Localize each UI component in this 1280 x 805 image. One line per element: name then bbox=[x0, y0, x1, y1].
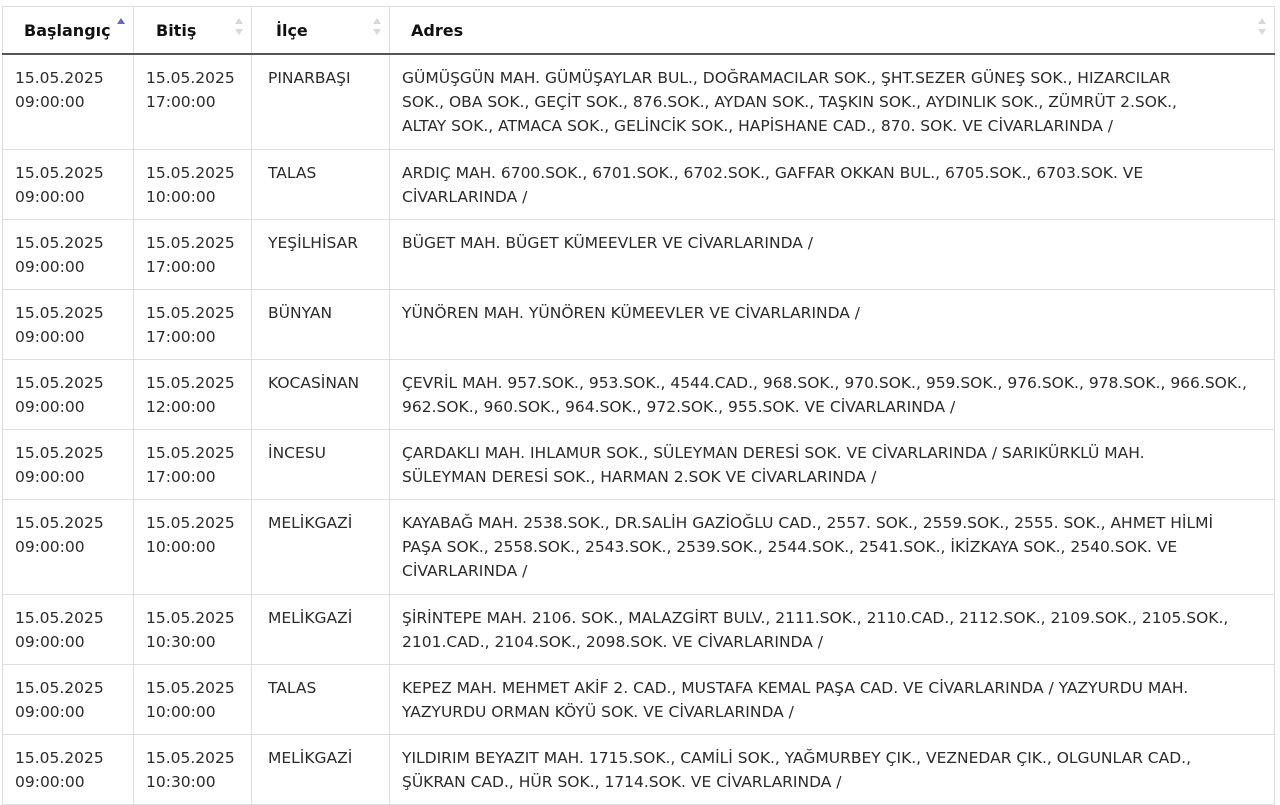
table-row bbox=[3, 54, 1275, 149]
end-cell bbox=[134, 359, 252, 429]
end-date: 15.05.2025 bbox=[146, 748, 235, 767]
address-cell bbox=[390, 734, 1275, 804]
start-cell bbox=[3, 289, 134, 359]
end-date: 15.05.2025 bbox=[146, 513, 235, 532]
table-row bbox=[3, 429, 1275, 499]
address-line: SOK., OBA SOK., GEÇİT SOK., 876.SOK., AYDAN SOK., TAŞKIN SOK., AYDINLIK SOK., ZÜMRÜT 2.SOK., bbox=[402, 93, 1177, 111]
district-name: MELİKGAZİ bbox=[268, 513, 353, 532]
start-date: 15.05.2025 bbox=[15, 163, 104, 182]
start-time: 09:00:00 bbox=[15, 702, 85, 721]
start-date: 15.05.2025 bbox=[15, 443, 104, 462]
start-time: 09:00:00 bbox=[15, 772, 85, 791]
address-cell bbox=[390, 149, 1275, 219]
district-cell bbox=[252, 359, 390, 429]
address-line: 2101.CAD., 2104.SOK., 2098.SOK. VE CİVARLARINDA / bbox=[402, 632, 823, 651]
table-row bbox=[3, 289, 1275, 359]
district-name: YEŞİLHİSAR bbox=[268, 233, 359, 252]
start-cell bbox=[3, 359, 134, 429]
district-name: MELİKGAZİ bbox=[268, 608, 353, 627]
address-line: YÜNÖREN MAH. YÜNÖREN KÜMEEVLER VE CİVARLARINDA / bbox=[402, 303, 861, 322]
district-cell bbox=[252, 149, 390, 219]
district-name: PINARBAŞI bbox=[268, 69, 351, 87]
address-line: PAŞA SOK., 2558.SOK., 2543.SOK., 2539.SOK., 2544.SOK., 2541.SOK., İKİZKAYA SOK., 2540.SOK. VE bbox=[402, 537, 1178, 556]
start-cell bbox=[3, 54, 134, 149]
district-name: KOCASİNAN bbox=[268, 373, 360, 392]
table-body bbox=[3, 54, 1275, 804]
end-cell bbox=[134, 149, 252, 219]
end-date: 15.05.2025 bbox=[146, 608, 235, 627]
start-cell bbox=[3, 219, 134, 289]
start-time: 09:00:00 bbox=[15, 467, 85, 486]
district-name: TALAS bbox=[268, 678, 317, 697]
outage-table-container bbox=[2, 6, 1274, 805]
outage-table bbox=[2, 6, 1275, 805]
address-line: ŞÜKRAN CAD., HÜR SOK., 1714.SOK. VE CİVARLARINDA / bbox=[402, 772, 842, 791]
address-cell bbox=[390, 54, 1275, 149]
end-date: 15.05.2025 bbox=[146, 163, 235, 182]
address-cell bbox=[390, 219, 1275, 289]
district-cell bbox=[252, 429, 390, 499]
end-cell bbox=[134, 734, 252, 804]
start-date: 15.05.2025 bbox=[15, 678, 104, 697]
start-date: 15.05.2025 bbox=[15, 69, 104, 87]
end-date: 15.05.2025 bbox=[146, 443, 235, 462]
start-cell bbox=[3, 734, 134, 804]
address-line: SÜLEYMAN DERESİ SOK., HARMAN 2.SOK VE CİVARLARINDA / bbox=[402, 467, 877, 486]
start-date: 15.05.2025 bbox=[15, 608, 104, 627]
end-cell bbox=[134, 54, 252, 149]
start-time: 09:00:00 bbox=[15, 93, 85, 111]
start-time: 09:00:00 bbox=[15, 257, 85, 276]
column-header-address[interactable] bbox=[390, 7, 1275, 55]
sort-unsorted-icon[interactable] bbox=[373, 18, 383, 40]
start-date: 15.05.2025 bbox=[15, 303, 104, 322]
column-header-address-label: Adres bbox=[411, 20, 464, 40]
address-line: BÜGET MAH. BÜGET KÜMEEVLER VE CİVARLARINDA / bbox=[402, 233, 813, 252]
sort-unsorted-icon[interactable] bbox=[1258, 18, 1268, 40]
district-cell bbox=[252, 594, 390, 664]
start-date: 15.05.2025 bbox=[15, 748, 104, 767]
sort-ascending-icon[interactable] bbox=[117, 18, 127, 40]
end-cell bbox=[134, 219, 252, 289]
address-line: YAZYURDU ORMAN KÖYÜ SOK. VE CİVARLARINDA / bbox=[402, 702, 794, 721]
end-cell bbox=[134, 429, 252, 499]
end-date: 15.05.2025 bbox=[146, 303, 235, 322]
address-cell bbox=[390, 289, 1275, 359]
address-line: GÜMÜŞGÜN MAH. GÜMÜŞAYLAR BUL., DOĞRAMACILAR SOK., ŞHT.SEZER GÜNEŞ SOK., HIZARCILAR bbox=[402, 69, 1171, 87]
start-date: 15.05.2025 bbox=[15, 233, 104, 252]
address-line: KEPEZ MAH. MEHMET AKİF 2. CAD., MUSTAFA KEMAL PAŞA CAD. VE CİVARLARINDA / YAZYURDU MAH. bbox=[402, 678, 1189, 697]
table-row bbox=[3, 664, 1275, 734]
start-cell bbox=[3, 429, 134, 499]
start-time: 09:00:00 bbox=[15, 632, 85, 651]
table-row bbox=[3, 499, 1275, 594]
end-time: 17:00:00 bbox=[146, 257, 216, 276]
district-name: İNCESU bbox=[268, 443, 326, 462]
end-time: 17:00:00 bbox=[146, 327, 216, 346]
end-time: 10:00:00 bbox=[146, 187, 216, 206]
column-header-start-label: Başlangıç bbox=[24, 20, 111, 40]
end-cell bbox=[134, 594, 252, 664]
end-time: 10:00:00 bbox=[146, 702, 216, 721]
address-line: ŞİRİNTEPE MAH. 2106. SOK., MALAZGİRT BULV., 2111.SOK., 2110.CAD., 2112.SOK., 2109.SOK., 2105.SOK., bbox=[402, 608, 1229, 627]
start-date: 15.05.2025 bbox=[15, 373, 104, 392]
end-date: 15.05.2025 bbox=[146, 233, 235, 252]
address-line: CİVARLARINDA / bbox=[402, 561, 528, 580]
table-row bbox=[3, 359, 1275, 429]
start-time: 09:00:00 bbox=[15, 397, 85, 416]
address-line: CİVARLARINDA / bbox=[402, 187, 528, 206]
end-date: 15.05.2025 bbox=[146, 373, 235, 392]
address-line: KAYABAĞ MAH. 2538.SOK., DR.SALİH GAZİOĞLU CAD., 2557. SOK., 2559.SOK., 2555. SOK., AHMET HİLMİ bbox=[402, 513, 1214, 532]
address-line: ÇEVRİL MAH. 957.SOK., 953.SOK., 4544.CAD., 968.SOK., 970.SOK., 959.SOK., 976.SOK., 978.SOK., 966.SOK., bbox=[402, 373, 1247, 392]
address-cell bbox=[390, 499, 1275, 594]
column-header-end[interactable] bbox=[134, 7, 252, 55]
end-date: 15.05.2025 bbox=[146, 678, 235, 697]
address-cell bbox=[390, 594, 1275, 664]
district-cell bbox=[252, 734, 390, 804]
table-header-row bbox=[3, 7, 1275, 55]
address-line: ARDIÇ MAH. 6700.SOK., 6701.SOK., 6702.SOK., GAFFAR OKKAN BUL., 6705.SOK., 6703.SOK. VE bbox=[402, 163, 1144, 182]
start-time: 09:00:00 bbox=[15, 537, 85, 556]
district-cell bbox=[252, 289, 390, 359]
end-cell bbox=[134, 289, 252, 359]
sort-unsorted-icon[interactable] bbox=[235, 18, 245, 40]
start-cell bbox=[3, 499, 134, 594]
column-header-district[interactable] bbox=[252, 7, 390, 55]
district-cell bbox=[252, 219, 390, 289]
district-cell bbox=[252, 54, 390, 149]
address-line: YILDIRIM BEYAZIT MAH. 1715.SOK., CAMİLİ SOK., YAĞMURBEY ÇIK., VEZNEDAR ÇIK., OLGUNLAR CAD., bbox=[402, 748, 1192, 767]
end-time: 10:00:00 bbox=[146, 537, 216, 556]
end-cell bbox=[134, 499, 252, 594]
address-cell bbox=[390, 664, 1275, 734]
district-name: BÜNYAN bbox=[268, 303, 333, 322]
district-cell bbox=[252, 499, 390, 594]
start-time: 09:00:00 bbox=[15, 187, 85, 206]
address-cell bbox=[390, 359, 1275, 429]
start-cell bbox=[3, 149, 134, 219]
table-row bbox=[3, 149, 1275, 219]
district-cell bbox=[252, 664, 390, 734]
address-line: ÇARDAKLI MAH. IHLAMUR SOK., SÜLEYMAN DERESİ SOK. VE CİVARLARINDA / SARIKÜRKLÜ MAH. bbox=[402, 443, 1145, 462]
start-time: 09:00:00 bbox=[15, 327, 85, 346]
address-cell bbox=[390, 429, 1275, 499]
address-line: 962.SOK., 960.SOK., 964.SOK., 972.SOK., 955.SOK. VE CİVARLARINDA / bbox=[402, 397, 956, 416]
district-name: TALAS bbox=[268, 163, 317, 182]
table-row bbox=[3, 594, 1275, 664]
end-time: 17:00:00 bbox=[146, 93, 216, 111]
end-time: 10:30:00 bbox=[146, 772, 216, 791]
end-time: 10:30:00 bbox=[146, 632, 216, 651]
address-line: ALTAY SOK., ATMACA SOK., GELİNCİK SOK., HAPİSHANE CAD., 870. SOK. VE CİVARLARINDA / bbox=[402, 117, 1114, 135]
end-time: 12:00:00 bbox=[146, 397, 216, 416]
district-name: MELİKGAZİ bbox=[268, 748, 353, 767]
end-date: 15.05.2025 bbox=[146, 69, 235, 87]
table-row bbox=[3, 219, 1275, 289]
table-row bbox=[3, 734, 1275, 804]
column-header-end-label: Bitiş bbox=[156, 20, 197, 40]
end-time: 17:00:00 bbox=[146, 467, 216, 486]
start-cell bbox=[3, 664, 134, 734]
column-header-start[interactable] bbox=[3, 7, 134, 55]
start-date: 15.05.2025 bbox=[15, 513, 104, 532]
column-header-district-label: İlçe bbox=[276, 20, 308, 40]
end-cell bbox=[134, 664, 252, 734]
start-cell bbox=[3, 594, 134, 664]
